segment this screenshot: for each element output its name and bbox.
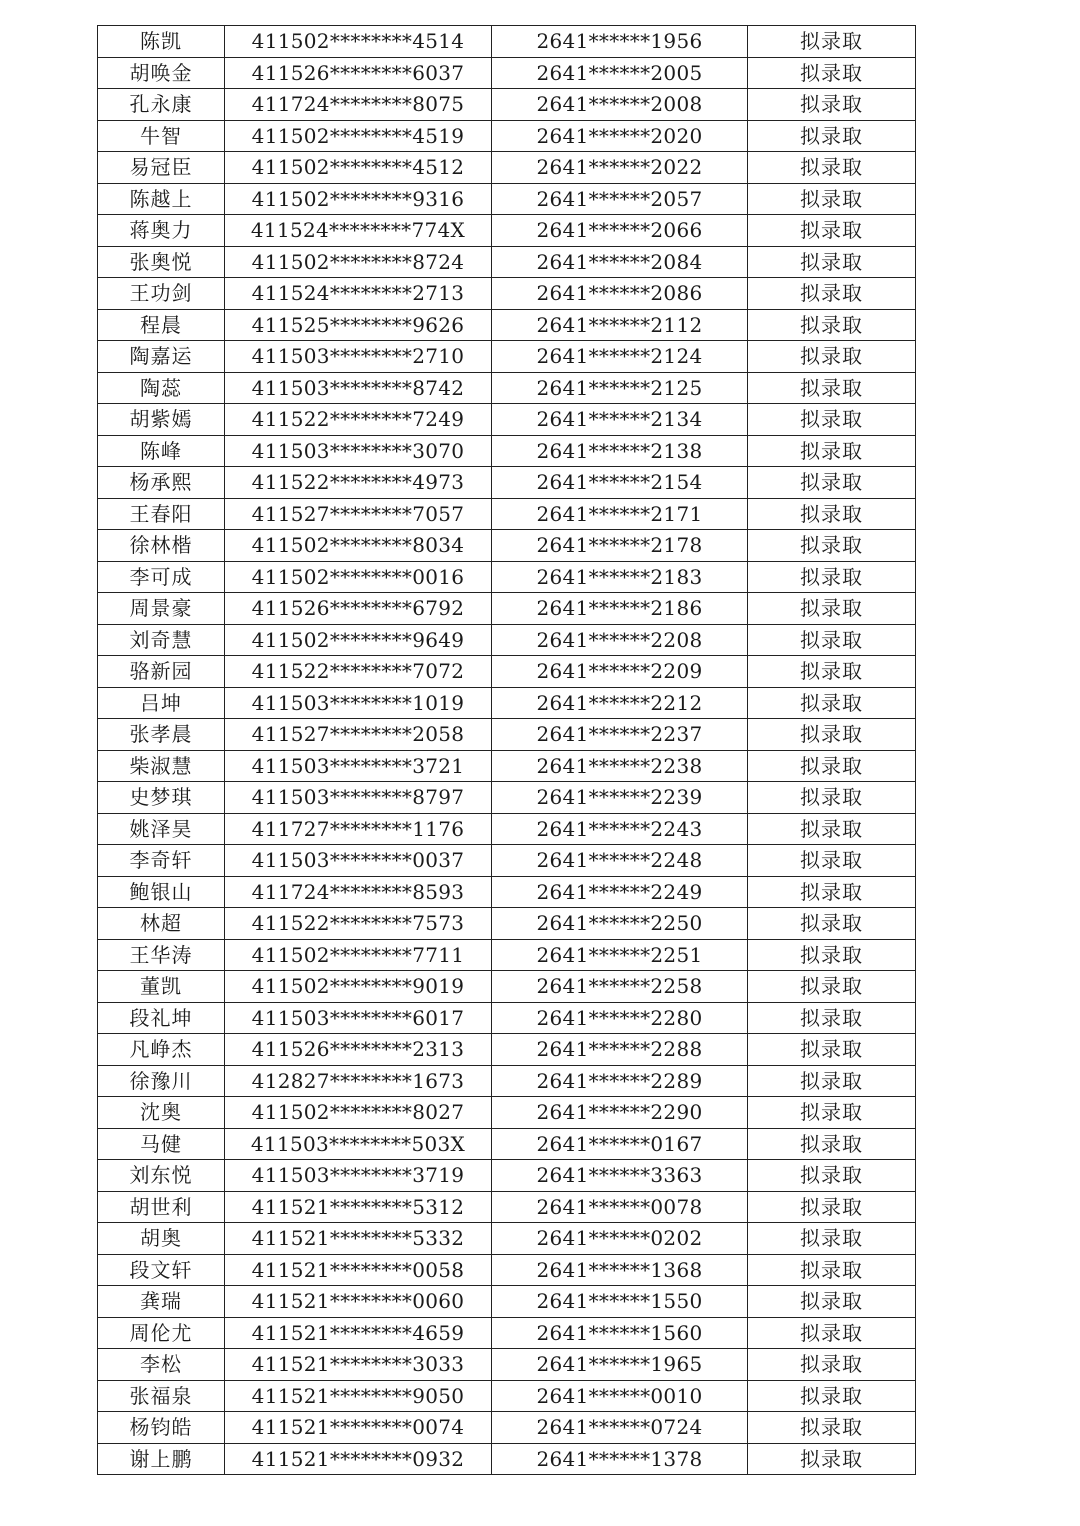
candidate-name-cell: 马健 xyxy=(98,1128,225,1160)
table-row xyxy=(98,1317,916,1349)
admission-status-cell: 拟录取 xyxy=(748,1034,916,1066)
table-row xyxy=(98,26,916,58)
admission-status-cell: 拟录取 xyxy=(748,750,916,782)
table-row xyxy=(98,939,916,971)
id-number-cell: 411521********4659 xyxy=(225,1317,492,1349)
admission-status-cell: 拟录取 xyxy=(748,404,916,436)
exam-number-cell: 2641******2239 xyxy=(492,782,748,814)
candidate-name-cell: 段文轩 xyxy=(98,1254,225,1286)
admission-list-sheet xyxy=(97,25,915,1475)
exam-number-cell: 2641******0724 xyxy=(492,1412,748,1444)
candidate-name-cell: 骆新园 xyxy=(98,656,225,688)
admission-status-cell: 拟录取 xyxy=(748,1002,916,1034)
exam-number-cell: 2641******0202 xyxy=(492,1223,748,1255)
candidate-name-cell: 王春阳 xyxy=(98,498,225,530)
admission-status-cell: 拟录取 xyxy=(748,939,916,971)
id-number-cell: 411724********8075 xyxy=(225,89,492,121)
candidate-name-cell: 陈凯 xyxy=(98,26,225,58)
id-number-cell: 411502********8724 xyxy=(225,246,492,278)
table-row xyxy=(98,372,916,404)
id-number-cell: 411526********6037 xyxy=(225,57,492,89)
exam-number-cell: 2641******0010 xyxy=(492,1380,748,1412)
id-number-cell: 411503********8742 xyxy=(225,372,492,404)
exam-number-cell: 2641******2178 xyxy=(492,530,748,562)
admission-status-cell: 拟录取 xyxy=(748,1223,916,1255)
id-number-cell: 411502********8034 xyxy=(225,530,492,562)
table-row xyxy=(98,1223,916,1255)
admission-status-cell: 拟录取 xyxy=(748,498,916,530)
id-number-cell: 411521********0060 xyxy=(225,1286,492,1318)
candidate-name-cell: 胡唤金 xyxy=(98,57,225,89)
table-row xyxy=(98,246,916,278)
table-row xyxy=(98,845,916,877)
exam-number-cell: 2641******2251 xyxy=(492,939,748,971)
candidate-name-cell: 徐豫川 xyxy=(98,1065,225,1097)
id-number-cell: 411521********9050 xyxy=(225,1380,492,1412)
admission-status-cell: 拟录取 xyxy=(748,215,916,247)
table-row xyxy=(98,750,916,782)
table-row xyxy=(98,687,916,719)
admission-status-cell: 拟录取 xyxy=(748,1191,916,1223)
id-number-cell: 411521********5332 xyxy=(225,1223,492,1255)
id-number-cell: 411524********2713 xyxy=(225,278,492,310)
table-row xyxy=(98,876,916,908)
id-number-cell: 411502********9649 xyxy=(225,624,492,656)
id-number-cell: 411522********7573 xyxy=(225,908,492,940)
exam-number-cell: 2641******3363 xyxy=(492,1160,748,1192)
exam-number-cell: 2641******1550 xyxy=(492,1286,748,1318)
exam-number-cell: 2641******2183 xyxy=(492,561,748,593)
exam-number-cell: 2641******2008 xyxy=(492,89,748,121)
table-row xyxy=(98,1254,916,1286)
id-number-cell: 411724********8593 xyxy=(225,876,492,908)
table-row xyxy=(98,89,916,121)
candidate-name-cell: 林超 xyxy=(98,908,225,940)
table-row xyxy=(98,561,916,593)
admission-status-cell: 拟录取 xyxy=(748,1128,916,1160)
candidate-name-cell: 周景豪 xyxy=(98,593,225,625)
id-number-cell: 411521********0058 xyxy=(225,1254,492,1286)
exam-number-cell: 2641******2290 xyxy=(492,1097,748,1129)
id-number-cell: 411521********5312 xyxy=(225,1191,492,1223)
table-row xyxy=(98,120,916,152)
candidate-name-cell: 凡峥杰 xyxy=(98,1034,225,1066)
candidate-name-cell: 张孝晨 xyxy=(98,719,225,751)
id-number-cell: 411502********4512 xyxy=(225,152,492,184)
candidate-name-cell: 董凯 xyxy=(98,971,225,1003)
table-row xyxy=(98,1286,916,1318)
id-number-cell: 411502********0016 xyxy=(225,561,492,593)
id-number-cell: 411503********503X xyxy=(225,1128,492,1160)
exam-number-cell: 2641******1956 xyxy=(492,26,748,58)
candidate-name-cell: 鲍银山 xyxy=(98,876,225,908)
candidate-name-cell: 史梦琪 xyxy=(98,782,225,814)
candidate-name-cell: 易冠臣 xyxy=(98,152,225,184)
candidate-name-cell: 王功剑 xyxy=(98,278,225,310)
table-row xyxy=(98,57,916,89)
exam-number-cell: 2641******1560 xyxy=(492,1317,748,1349)
id-number-cell: 411525********9626 xyxy=(225,309,492,341)
admission-status-cell: 拟录取 xyxy=(748,687,916,719)
id-number-cell: 411526********2313 xyxy=(225,1034,492,1066)
admission-status-cell: 拟录取 xyxy=(748,341,916,373)
id-number-cell: 411502********9019 xyxy=(225,971,492,1003)
id-number-cell: 411521********0932 xyxy=(225,1443,492,1475)
exam-number-cell: 2641******2154 xyxy=(492,467,748,499)
candidate-name-cell: 徐林楷 xyxy=(98,530,225,562)
admission-status-cell: 拟录取 xyxy=(748,624,916,656)
table-row xyxy=(98,1128,916,1160)
candidate-name-cell: 程晨 xyxy=(98,309,225,341)
candidate-name-cell: 姚泽昊 xyxy=(98,813,225,845)
id-number-cell: 411522********7249 xyxy=(225,404,492,436)
exam-number-cell: 2641******2057 xyxy=(492,183,748,215)
admission-status-cell: 拟录取 xyxy=(748,530,916,562)
admission-table-body xyxy=(98,26,916,1475)
admission-status-cell: 拟录取 xyxy=(748,372,916,404)
candidate-name-cell: 胡世利 xyxy=(98,1191,225,1223)
exam-number-cell: 2641******2066 xyxy=(492,215,748,247)
admission-status-cell: 拟录取 xyxy=(748,1349,916,1381)
id-number-cell: 411503********2710 xyxy=(225,341,492,373)
id-number-cell: 411521********0074 xyxy=(225,1412,492,1444)
exam-number-cell: 2641******2248 xyxy=(492,845,748,877)
candidate-name-cell: 王华涛 xyxy=(98,939,225,971)
exam-number-cell: 2641******2212 xyxy=(492,687,748,719)
admission-status-cell: 拟录取 xyxy=(748,467,916,499)
exam-number-cell: 2641******2171 xyxy=(492,498,748,530)
exam-number-cell: 2641******2208 xyxy=(492,624,748,656)
admission-status-cell: 拟录取 xyxy=(748,593,916,625)
id-number-cell: 411502********4519 xyxy=(225,120,492,152)
admission-status-cell: 拟录取 xyxy=(748,152,916,184)
admission-status-cell: 拟录取 xyxy=(748,57,916,89)
exam-number-cell: 2641******2243 xyxy=(492,813,748,845)
exam-number-cell: 2641******2134 xyxy=(492,404,748,436)
admission-status-cell: 拟录取 xyxy=(748,656,916,688)
table-row xyxy=(98,1443,916,1475)
exam-number-cell: 2641******0078 xyxy=(492,1191,748,1223)
candidate-name-cell: 刘东悦 xyxy=(98,1160,225,1192)
id-number-cell: 411727********1176 xyxy=(225,813,492,845)
exam-number-cell: 2641******2258 xyxy=(492,971,748,1003)
candidate-name-cell: 吕坤 xyxy=(98,687,225,719)
exam-number-cell: 2641******2288 xyxy=(492,1034,748,1066)
admission-status-cell: 拟录取 xyxy=(748,1443,916,1475)
exam-number-cell: 2641******1965 xyxy=(492,1349,748,1381)
candidate-name-cell: 陶蕊 xyxy=(98,372,225,404)
candidate-name-cell: 陈峰 xyxy=(98,435,225,467)
admission-status-cell: 拟录取 xyxy=(748,89,916,121)
id-number-cell: 411521********3033 xyxy=(225,1349,492,1381)
admission-status-cell: 拟录取 xyxy=(748,1097,916,1129)
id-number-cell: 411502********4514 xyxy=(225,26,492,58)
id-number-cell: 411502********8027 xyxy=(225,1097,492,1129)
admission-status-cell: 拟录取 xyxy=(748,845,916,877)
id-number-cell: 411522********4973 xyxy=(225,467,492,499)
table-row xyxy=(98,719,916,751)
exam-number-cell: 2641******2237 xyxy=(492,719,748,751)
table-row xyxy=(98,782,916,814)
candidate-name-cell: 孔永康 xyxy=(98,89,225,121)
id-number-cell: 411503********6017 xyxy=(225,1002,492,1034)
candidate-name-cell: 周伦尤 xyxy=(98,1317,225,1349)
admission-status-cell: 拟录取 xyxy=(748,278,916,310)
table-row xyxy=(98,1034,916,1066)
exam-number-cell: 2641******2086 xyxy=(492,278,748,310)
admission-status-cell: 拟录取 xyxy=(748,120,916,152)
id-number-cell: 411503********8797 xyxy=(225,782,492,814)
table-row xyxy=(98,530,916,562)
admission-status-cell: 拟录取 xyxy=(748,1065,916,1097)
id-number-cell: 411524********774X xyxy=(225,215,492,247)
candidate-name-cell: 牛智 xyxy=(98,120,225,152)
table-row xyxy=(98,467,916,499)
admission-status-cell: 拟录取 xyxy=(748,435,916,467)
candidate-name-cell: 沈奥 xyxy=(98,1097,225,1129)
exam-number-cell: 2641******1368 xyxy=(492,1254,748,1286)
table-row xyxy=(98,435,916,467)
candidate-name-cell: 李松 xyxy=(98,1349,225,1381)
exam-number-cell: 2641******2186 xyxy=(492,593,748,625)
table-row xyxy=(98,971,916,1003)
candidate-name-cell: 陈越上 xyxy=(98,183,225,215)
candidate-name-cell: 胡奥 xyxy=(98,1223,225,1255)
id-number-cell: 411502********7711 xyxy=(225,939,492,971)
id-number-cell: 411503********3719 xyxy=(225,1160,492,1192)
admission-status-cell: 拟录取 xyxy=(748,183,916,215)
candidate-name-cell: 柴淑慧 xyxy=(98,750,225,782)
id-number-cell: 411527********2058 xyxy=(225,719,492,751)
table-row xyxy=(98,656,916,688)
candidate-name-cell: 段礼坤 xyxy=(98,1002,225,1034)
admission-status-cell: 拟录取 xyxy=(748,1160,916,1192)
table-row xyxy=(98,278,916,310)
candidate-name-cell: 龚瑞 xyxy=(98,1286,225,1318)
exam-number-cell: 2641******2280 xyxy=(492,1002,748,1034)
table-row xyxy=(98,215,916,247)
admission-status-cell: 拟录取 xyxy=(748,1286,916,1318)
table-row xyxy=(98,813,916,845)
exam-number-cell: 2641******2005 xyxy=(492,57,748,89)
table-row xyxy=(98,908,916,940)
candidate-name-cell: 杨钧皓 xyxy=(98,1412,225,1444)
candidate-name-cell: 李奇轩 xyxy=(98,845,225,877)
admission-table xyxy=(97,25,916,1475)
admission-status-cell: 拟录取 xyxy=(748,246,916,278)
admission-status-cell: 拟录取 xyxy=(748,561,916,593)
id-number-cell: 411503********3721 xyxy=(225,750,492,782)
table-row xyxy=(98,152,916,184)
candidate-name-cell: 张奥悦 xyxy=(98,246,225,278)
table-row xyxy=(98,1002,916,1034)
admission-status-cell: 拟录取 xyxy=(748,908,916,940)
id-number-cell: 411503********3070 xyxy=(225,435,492,467)
id-number-cell: 411503********1019 xyxy=(225,687,492,719)
admission-status-cell: 拟录取 xyxy=(748,876,916,908)
id-number-cell: 411527********7057 xyxy=(225,498,492,530)
admission-status-cell: 拟录取 xyxy=(748,1412,916,1444)
exam-number-cell: 2641******2022 xyxy=(492,152,748,184)
table-row xyxy=(98,1097,916,1129)
exam-number-cell: 2641******2124 xyxy=(492,341,748,373)
candidate-name-cell: 胡紫嫣 xyxy=(98,404,225,436)
exam-number-cell: 2641******2138 xyxy=(492,435,748,467)
candidate-name-cell: 蒋奥力 xyxy=(98,215,225,247)
candidate-name-cell: 杨承熙 xyxy=(98,467,225,499)
table-row xyxy=(98,1160,916,1192)
exam-number-cell: 2641******2238 xyxy=(492,750,748,782)
exam-number-cell: 2641******2020 xyxy=(492,120,748,152)
id-number-cell: 411502********9316 xyxy=(225,183,492,215)
table-row xyxy=(98,341,916,373)
candidate-name-cell: 李可成 xyxy=(98,561,225,593)
admission-status-cell: 拟录取 xyxy=(748,782,916,814)
id-number-cell: 411522********7072 xyxy=(225,656,492,688)
exam-number-cell: 2641******2112 xyxy=(492,309,748,341)
admission-status-cell: 拟录取 xyxy=(748,309,916,341)
exam-number-cell: 2641******2250 xyxy=(492,908,748,940)
table-row xyxy=(98,1412,916,1444)
table-row xyxy=(98,1349,916,1381)
exam-number-cell: 2641******2084 xyxy=(492,246,748,278)
table-row xyxy=(98,1380,916,1412)
table-row xyxy=(98,404,916,436)
admission-status-cell: 拟录取 xyxy=(748,1380,916,1412)
candidate-name-cell: 陶嘉运 xyxy=(98,341,225,373)
exam-number-cell: 2641******2289 xyxy=(492,1065,748,1097)
exam-number-cell: 2641******2209 xyxy=(492,656,748,688)
candidate-name-cell: 张福泉 xyxy=(98,1380,225,1412)
admission-status-cell: 拟录取 xyxy=(748,719,916,751)
admission-status-cell: 拟录取 xyxy=(748,1317,916,1349)
admission-status-cell: 拟录取 xyxy=(748,26,916,58)
table-row xyxy=(98,309,916,341)
candidate-name-cell: 谢上鹏 xyxy=(98,1443,225,1475)
id-number-cell: 412827********1673 xyxy=(225,1065,492,1097)
exam-number-cell: 2641******2249 xyxy=(492,876,748,908)
candidate-name-cell: 刘奇慧 xyxy=(98,624,225,656)
admission-status-cell: 拟录取 xyxy=(748,813,916,845)
exam-number-cell: 2641******0167 xyxy=(492,1128,748,1160)
table-row xyxy=(98,624,916,656)
exam-number-cell: 2641******2125 xyxy=(492,372,748,404)
admission-status-cell: 拟录取 xyxy=(748,1254,916,1286)
id-number-cell: 411503********0037 xyxy=(225,845,492,877)
table-row xyxy=(98,498,916,530)
table-row xyxy=(98,593,916,625)
table-row xyxy=(98,183,916,215)
table-row xyxy=(98,1065,916,1097)
admission-status-cell: 拟录取 xyxy=(748,971,916,1003)
table-row xyxy=(98,1191,916,1223)
id-number-cell: 411526********6792 xyxy=(225,593,492,625)
exam-number-cell: 2641******1378 xyxy=(492,1443,748,1475)
